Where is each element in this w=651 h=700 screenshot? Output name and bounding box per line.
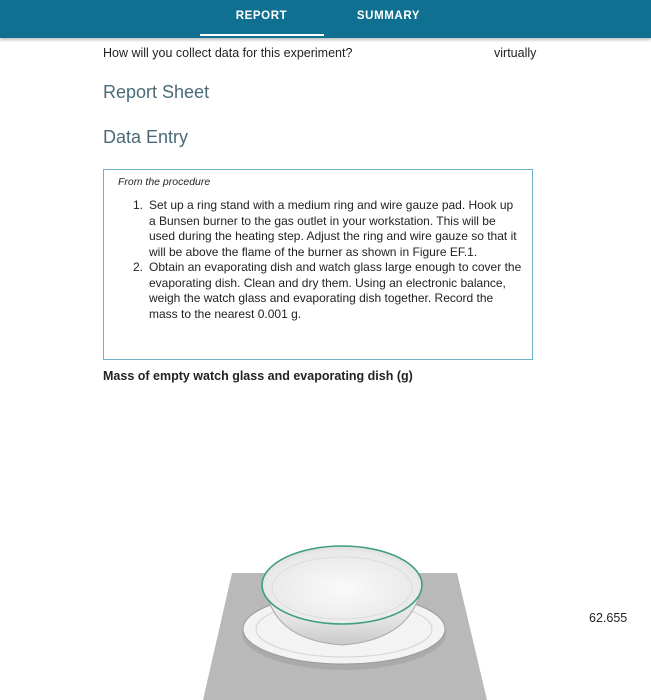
mass-label: Mass of empty watch glass and evaporating dish (g)	[103, 369, 413, 383]
balance-reading: 62.655	[589, 611, 628, 625]
data-collection-answer: virtually	[494, 46, 537, 60]
report-sheet-heading: Report Sheet	[103, 82, 210, 102]
watch-glass	[262, 546, 422, 624]
tab-summary[interactable]: SUMMARY	[356, 10, 421, 22]
step-text: Obtain an evaporating dish and watch glass large enough to cover the evaporating dish. Clean and dry them. Using an electronic balance, weigh the watch glass and evaporating dish together. Record the mass to the nearest 0.001 g.	[149, 260, 522, 321]
data-collection-question: How will you collect data for this experiment?	[103, 46, 353, 60]
step-number: 1.	[133, 198, 144, 212]
tab-report[interactable]: REPORT	[235, 10, 288, 22]
data-entry-heading: Data Entry	[103, 127, 189, 147]
procedure-title: From the procedure	[118, 176, 211, 188]
step-text: Set up a ring stand with a medium ring and wire gauze pad. Hook up a Bunsen burner to the gas outlet in your workstation. This will be used during the heating step. Adjust the ring and wire gauze so that it will be above the flame of the burner as shown in Figure EF.1.	[149, 198, 517, 259]
step-number: 2.	[133, 260, 144, 274]
